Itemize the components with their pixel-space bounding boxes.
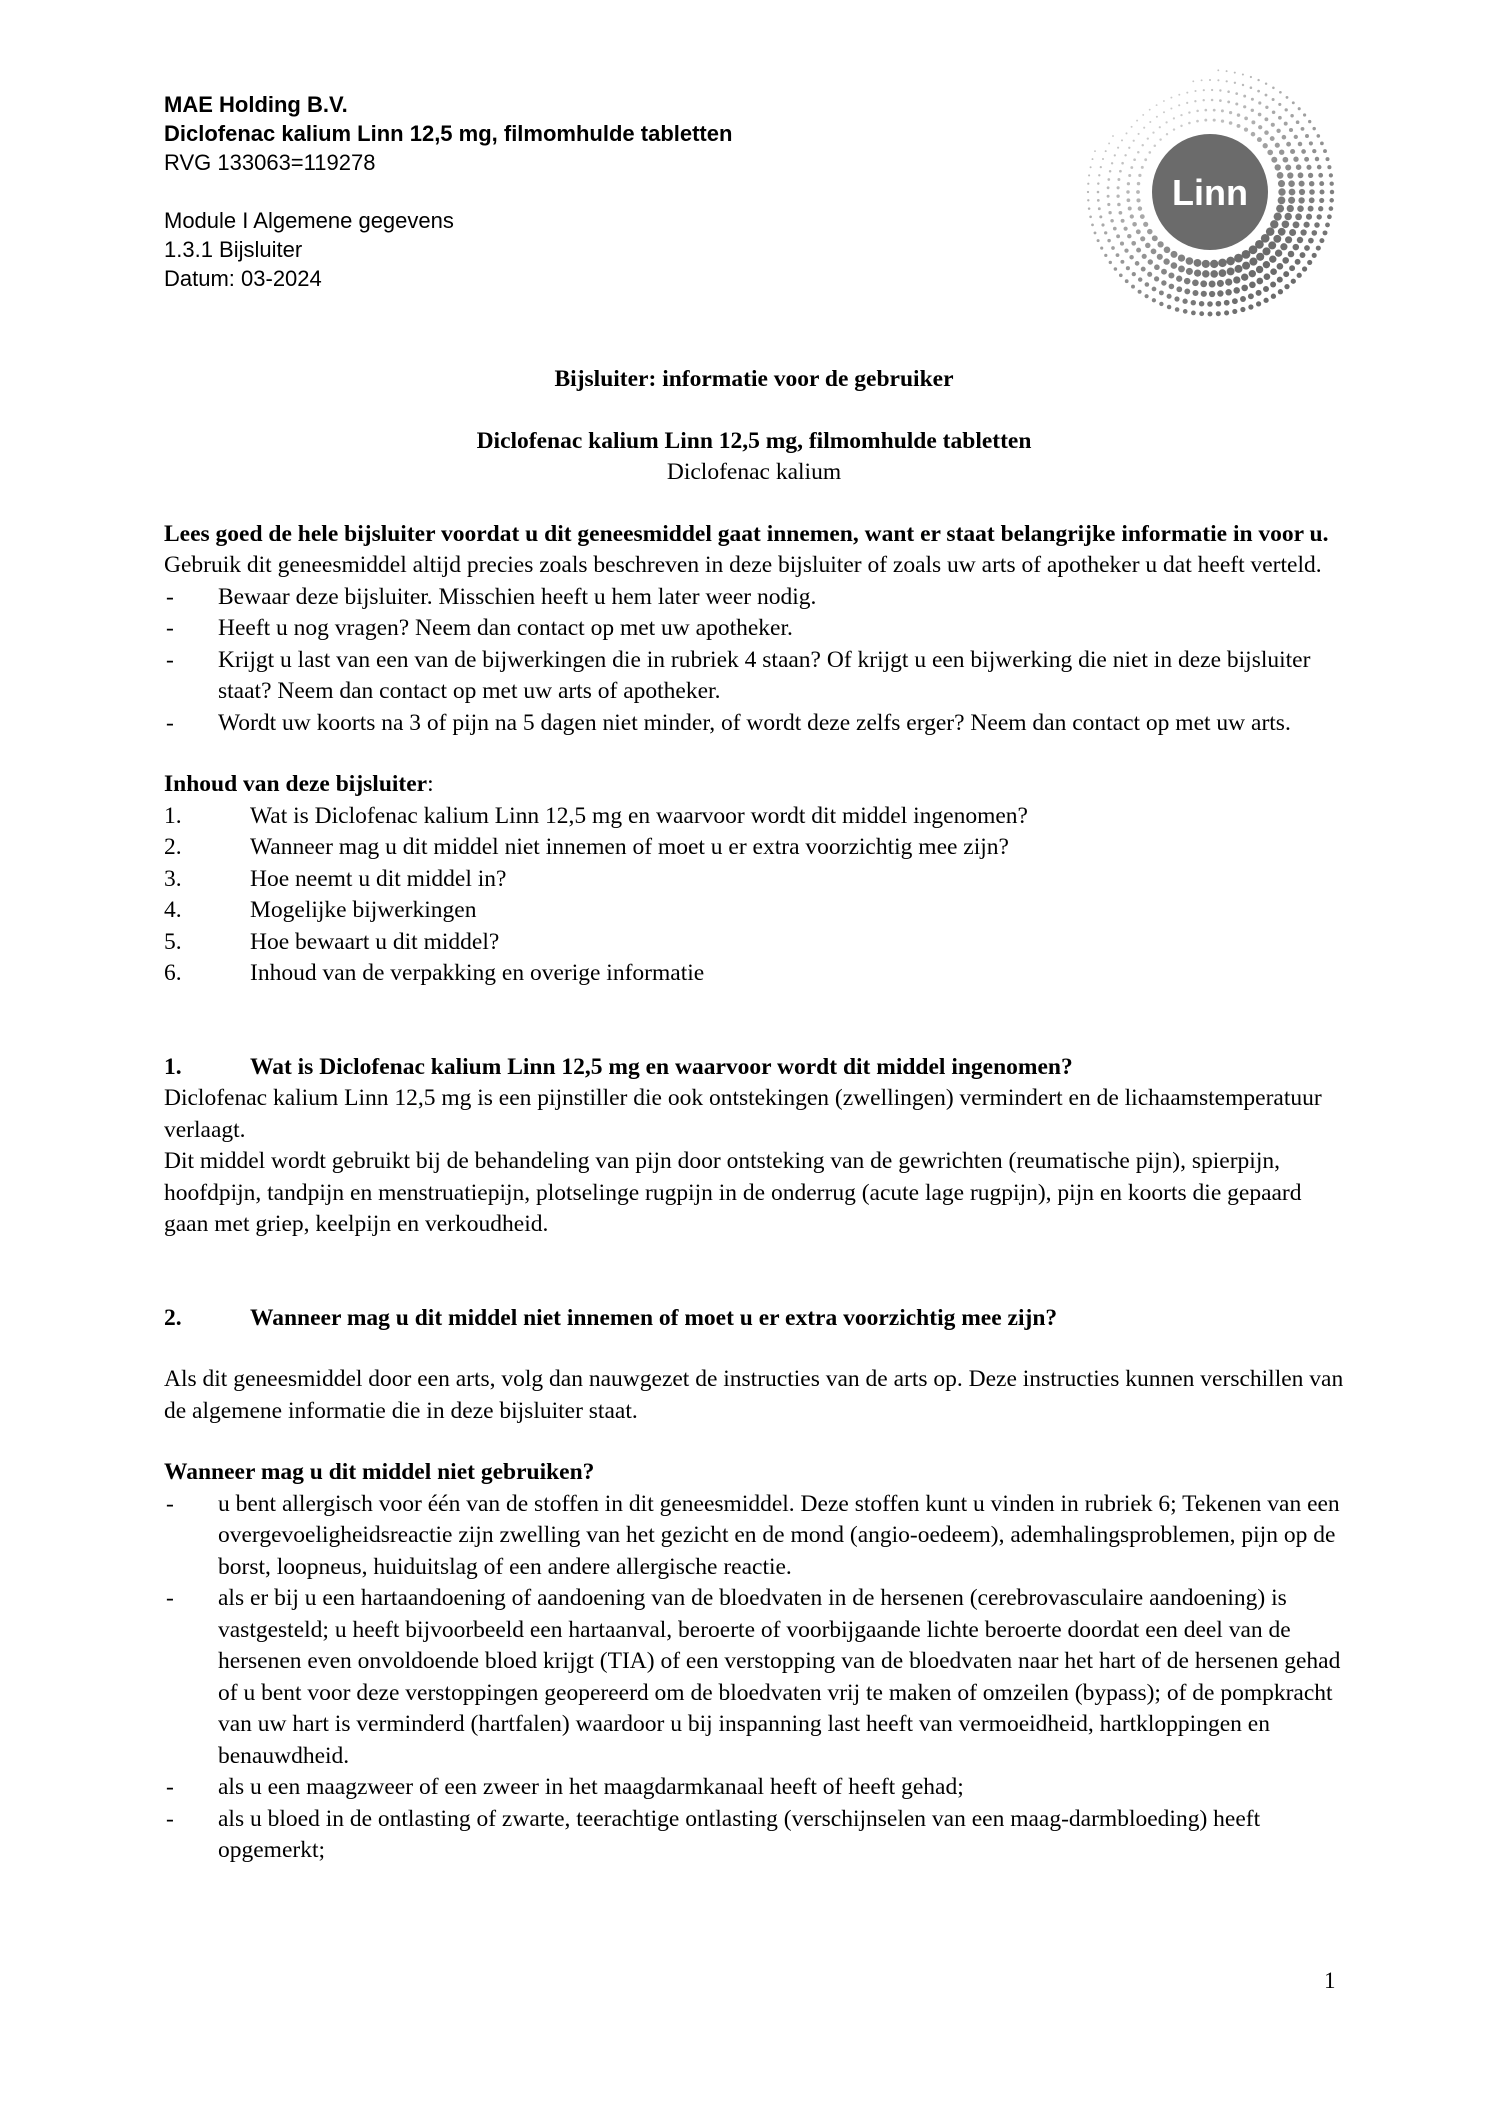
bullet-item: - als u bloed in de ontlasting of zwarte, teerachtige ontlasting (verschijnselen van een maag-darmbloeding) heeft opgemerkt; xyxy=(164,1804,1344,1867)
toc-item xyxy=(164,927,1344,959)
toc-item xyxy=(164,864,1344,896)
toc-item xyxy=(164,895,1344,927)
toc-item xyxy=(164,958,1344,990)
bullet-item: - Krijgt u last van een van de bijwerkingen die in rubriek 4 staan? Of krijgt u een bijwerking die niet in deze bijsluiter staat? Neem dan contact op met uw arts of apotheker. xyxy=(164,645,1344,708)
intro-warning: Lees goed de hele bijsluiter voordat u dit geneesmiddel gaat innemen, want er staat belangrijke informatie in voor u. xyxy=(164,520,1329,547)
logo-text: Linn xyxy=(1172,172,1248,213)
toc-item-text: Wat is Diclofenac kalium Linn 12,5 mg en waarvoor wordt dit middel ingenomen? xyxy=(250,802,1028,829)
toc-item-text: Hoe bewaart u dit middel? xyxy=(250,928,500,955)
toc-item-number: 2. xyxy=(164,834,182,860)
section-1-paragraph-1: Diclofenac kalium Linn 12,5 mg is een pijnstiller die ook ontstekingen (zwellingen) vermindert en de lichaamstemperatuur verlaagt. xyxy=(164,1085,1322,1143)
toc-heading: Inhoud van deze bijsluiter: xyxy=(164,771,434,797)
bullet-item: - Wordt uw koorts na 3 of pijn na 5 dagen niet minder, of wordt deze zelfs erger? Neem dan contact op met uw arts. xyxy=(164,708,1344,740)
intro-bullet-list xyxy=(164,582,1344,740)
intro-text: Gebruik dit geneesmiddel altijd precies zoals beschreven in deze bijsluiter of zoals uw arts of apotheker u dat heeft verteld. xyxy=(164,552,1322,578)
linn-logo xyxy=(1078,60,1342,324)
toc-item-text: Wanneer mag u dit middel niet innemen of moet u er extra voorzichtig mee zijn? xyxy=(250,834,1009,860)
leaflet-title: Bijsluiter: informatie voor de gebruiker xyxy=(554,366,954,392)
toc-item xyxy=(164,801,1344,833)
section-2-paragraph-1: Als dit geneesmiddel door een arts, volg dan nauwgezet de instructies van de arts op. Deze instructies kunnen verschillen van de algemene informatie die in deze bijsluiter staat. xyxy=(164,1366,1344,1424)
leaflet-body xyxy=(164,364,1344,1867)
toc-item-text: Mogelijke bijwerkingen xyxy=(250,897,477,923)
bullet-item: - u bent allergisch voor één van de stoffen in dit geneesmiddel. Deze stoffen kunt u vinden in rubriek 6; Tekenen van een overgevoeligheidsreactie zijn zwelling van het gezicht en de mond (angio-oedeem), ademhalingsproblemen, pijn op de borst, loopneus, huiduitslag of een andere allergische reactie. xyxy=(164,1489,1344,1584)
rvg-number: RVG 133063=119278 xyxy=(164,150,376,175)
section-2-subheading: Wanneer mag u dit middel niet gebruiken? xyxy=(164,1459,595,1485)
page-number: 1 xyxy=(1324,1968,1336,1993)
company-name: MAE Holding B.V. xyxy=(164,92,348,117)
date-label: Datum: 03-2024 xyxy=(164,266,322,291)
document-header xyxy=(164,90,1064,293)
toc-item xyxy=(164,832,1344,864)
toc-item-number: 4. xyxy=(164,897,182,923)
section-1-heading: 1. Wat is Diclofenac kalium Linn 12,5 mg en waarvoor wordt dit middel ingenomen? xyxy=(164,1053,1073,1080)
bullet-item: - Bewaar deze bijsluiter. Misschien heeft u hem later weer nodig. xyxy=(164,582,1344,614)
product-name: Diclofenac kalium Linn 12,5 mg, filmomhulde tabletten xyxy=(164,121,733,146)
toc-item-text: Hoe neemt u dit middel in? xyxy=(250,865,507,892)
section-1-paragraph-2: Dit middel wordt gebruikt bij de behandeling van pijn door ontsteking van de gewrichten (reumatische pijn), spierpijn, hoofdpijn, tandpijn en menstruatiepijn, plotselinge rugpijn in de onderrug (acute lage rugpijn), pijn en koorts die gepaard gaan met griep, keelpijn en verkoudheid. xyxy=(164,1148,1302,1237)
toc-list xyxy=(164,801,1344,990)
substance-name: Diclofenac kalium xyxy=(666,459,842,485)
toc-item-number: 3. xyxy=(164,865,182,892)
section-label: 1.3.1 Bijsluiter xyxy=(164,237,303,262)
toc-item-number: 6. xyxy=(164,960,182,986)
bullet-item: - als er bij u een hartaandoening of aandoening van de bloedvaten in de hersenen (cerebrovasculaire aandoening) is vastgesteld; u heeft bijvoorbeeld een hartaanval, beroerte of voorbijgaande lichte beroerte doordat een deel van de hersenen even onvoldoende bloed krijgt (TIA) of een verstopping van de bloedvaten naar het hart of de hersenen gehad of u bent voor deze verstoppingen geopereerd om de bloedvaten vrij te maken of omzeilen (bypass); of de pompkracht van uw hart is verminderd (hartfalen) waardoor u bij inspanning last heeft van vermoeidheid, hartkloppingen en benauwdheid. xyxy=(164,1583,1344,1772)
toc-item-number: 5. xyxy=(164,928,182,955)
module-label: Module I Algemene gegevens xyxy=(164,208,454,233)
section-2-bullet-list xyxy=(164,1489,1344,1867)
toc-item-number: 1. xyxy=(164,802,182,829)
product-title: Diclofenac kalium Linn 12,5 mg, filmomhulde tabletten xyxy=(476,427,1032,454)
bullet-item: - als u een maagzweer of een zweer in het maagdarmkanaal heeft of heeft gehad; xyxy=(164,1772,1344,1804)
toc-item-text: Inhoud van de verpakking en overige informatie xyxy=(250,960,705,986)
bullet-item: - Heeft u nog vragen? Neem dan contact op met uw apotheker. xyxy=(164,613,1344,645)
section-2-heading: 2. Wanneer mag u dit middel niet innemen of moet u er extra voorzichtig mee zijn? xyxy=(164,1304,1058,1331)
